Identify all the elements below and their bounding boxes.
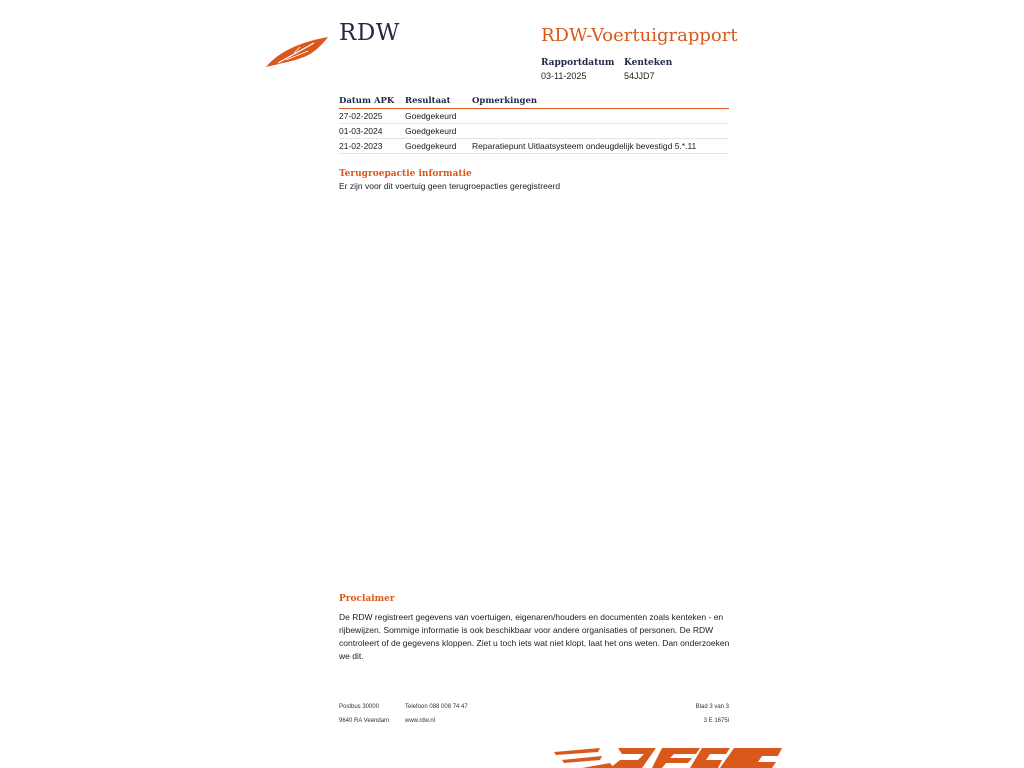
- apk-remarks: [472, 109, 729, 124]
- col-header-date: Datum APK: [339, 95, 405, 109]
- footer-phone: Telefoon 088 008 74 47: [405, 704, 468, 710]
- decorative-stripes-icon: [552, 746, 784, 768]
- plate-value: 54JJD7: [624, 71, 655, 81]
- apk-header-row: [339, 95, 729, 109]
- apk-date: 27-02-2025: [339, 109, 405, 124]
- report-date-value: 03-11-2025: [541, 71, 587, 81]
- apk-table: [339, 95, 729, 154]
- apk-date: 21-02-2023: [339, 139, 405, 154]
- proclaimer-line: De RDW registreert gegevens van voertuigen, eigenaren/houders en documenten zoals kenteken - en: [339, 612, 724, 622]
- plate-label: Kenteken: [624, 58, 673, 68]
- proclaimer-line: rijbewijzen. Sommige informatie is ook beschikbaar voor andere organisaties of personen. De RDW: [339, 625, 714, 635]
- footer-page: Blad 3 van 3: [695, 704, 729, 710]
- apk-result: Goedgekeurd: [405, 109, 472, 124]
- table-row: [339, 124, 729, 139]
- rdw-logo-icon: [264, 33, 332, 69]
- proclaimer-heading: Proclaimer: [339, 594, 395, 604]
- col-header-result: Resultaat: [405, 95, 472, 109]
- apk-remarks: Reparatiepunt Uitlaatsysteem ondeugdelijk bevestigd 5.*.11: [472, 139, 729, 154]
- document-title: RDW-Voertuigrapport: [541, 25, 738, 46]
- table-row: [339, 109, 729, 124]
- recall-heading: Terugroepactie informatie: [339, 169, 472, 179]
- table-row: [339, 139, 729, 154]
- col-header-remarks: Opmerkingen: [472, 95, 729, 109]
- report-date-label: Rapportdatum: [541, 58, 615, 68]
- footer-city: 9640 RA Veendam: [339, 718, 390, 724]
- footer-code: 3 E 1675l: [703, 718, 729, 724]
- proclaimer-text: [339, 611, 739, 663]
- proclaimer-line: we dit.: [339, 651, 364, 661]
- footer-postbus: Postbus 30000: [339, 704, 380, 710]
- apk-result: Goedgekeurd: [405, 139, 472, 154]
- apk-date: 01-03-2024: [339, 124, 405, 139]
- apk-result: Goedgekeurd: [405, 124, 472, 139]
- recall-text: Er zijn voor dit voertuig geen terugroepacties geregistreerd: [339, 181, 561, 191]
- logo-text: RDW: [339, 20, 400, 46]
- apk-remarks: [472, 124, 729, 139]
- proclaimer-line: controleert of de gegevens kloppen. Ziet u toch iets wat niet klopt, laat het ons weten. Dan onderzoeken: [339, 638, 730, 648]
- footer-web: www.rdw.nl: [405, 718, 436, 724]
